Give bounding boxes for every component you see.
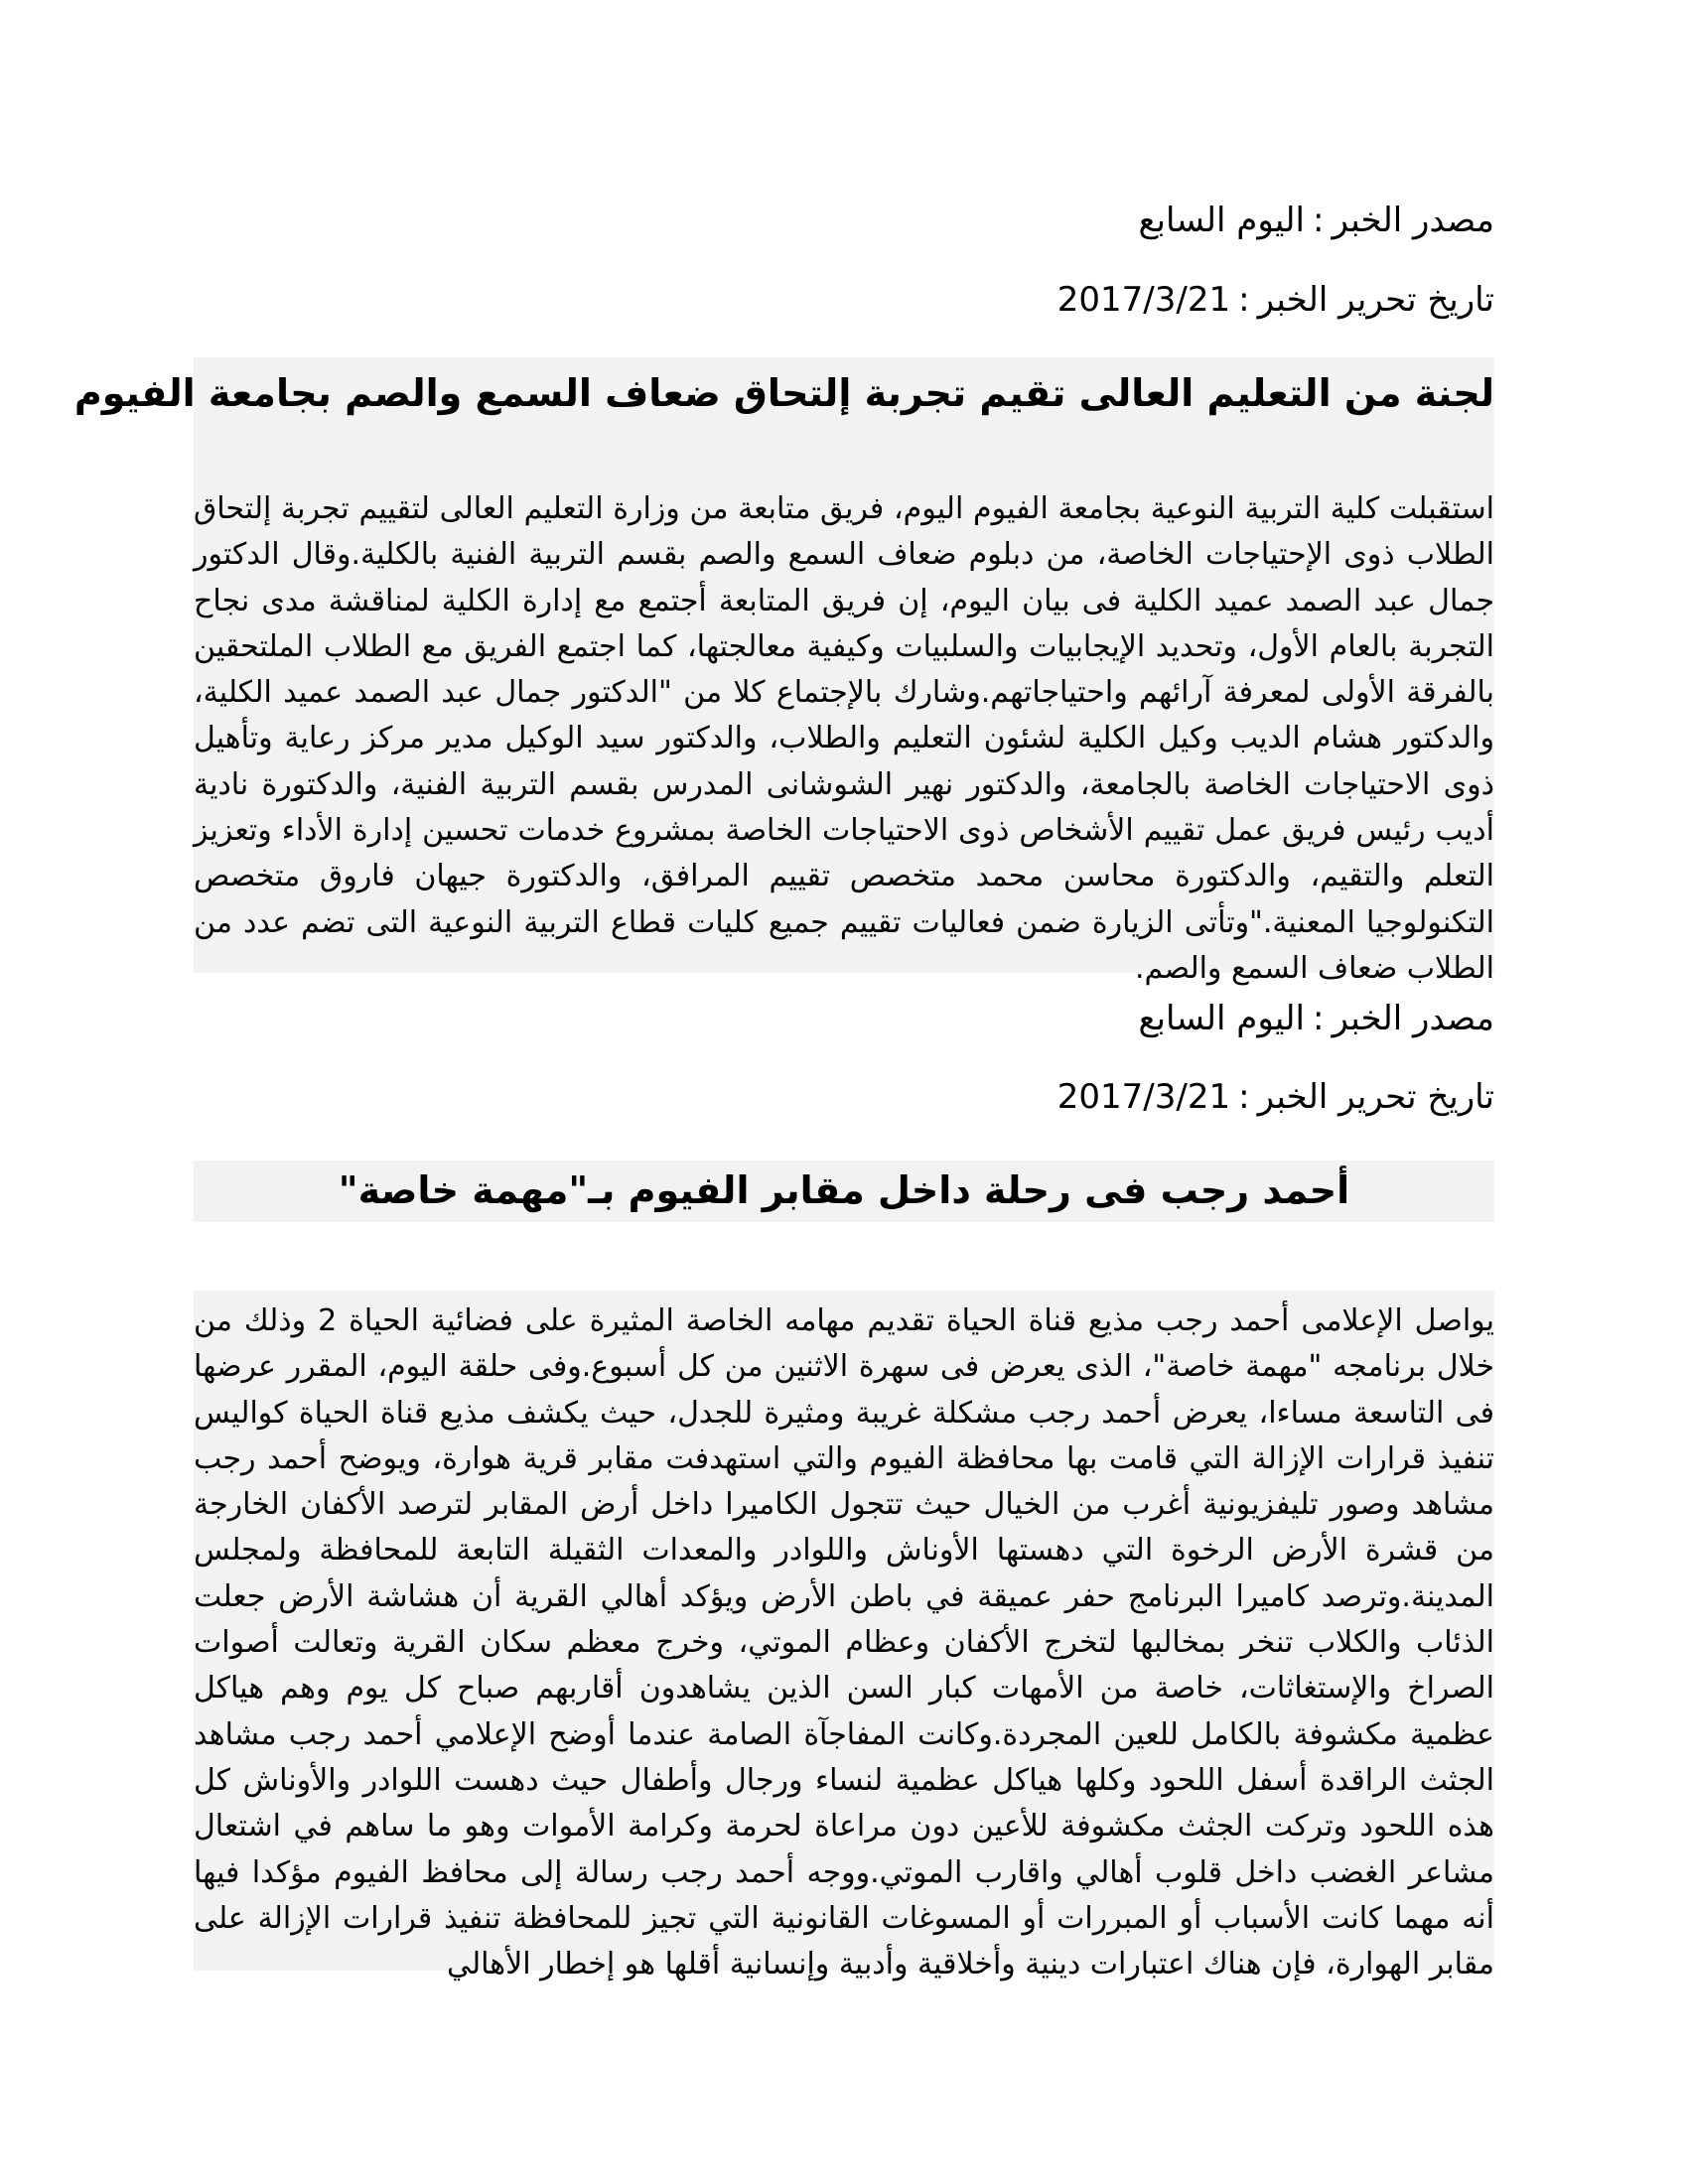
news-source-line: مصدر الخبر:اليوم السابع xyxy=(1138,999,1494,1038)
news-source-label: مصدر الخبر xyxy=(1332,999,1494,1038)
news-date-label: تاريخ تحرير الخبر xyxy=(1257,1077,1494,1117)
news-date-line: تاريخ تحرير الخبر:2017/3/21 xyxy=(1056,1077,1494,1117)
news-date-value: 2017/3/21 xyxy=(1056,280,1231,320)
document-page xyxy=(73,0,1495,2184)
news-source-value: اليوم السابع xyxy=(1138,201,1305,240)
news-date-label: تاريخ تحرير الخبر xyxy=(1257,280,1494,320)
article-headline: لجنة من التعليم العالى تقيم تجربة إلتحاق ضعاف السمع والصم بجامعة الفيوم xyxy=(73,371,1494,415)
article-body: استقبلت كلية التربية النوعية بجامعة الفيوم اليوم، فريق متابعة من وزارة التعليم العالى لتقييم تجربة إلتحاق الطلاب ذوى الإحتياجات الخاصة، من دبلوم ضعاف السمع والصم بقسم التربية الفنية بالكلية.وقال الدكتور جمال عبد الصمد عميد الكلية فى بيان اليوم، إن فريق المتابعة أجتمع مع إدارة الكلية لمناقشة مدى نجاح التجربة بالعام الأول، وتحديد الإيجابيات والسلبيات وكيفية معالجتها، كما اجتمع الفريق مع الطلاب الملتحقين بالفرقة الأولى لمعرفة آرائهم واحتياجاتهم.وشارك بالإجتماع كلا من "الدكتور جمال عبد الصمد عميد الكلية، والدكتور هشام الديب وكيل الكلية لشئون التعليم والطلاب، والدكتور سيد الوكيل مدير مركز رعاية وتأهيل ذوى الاحتياجات الخاصة بالجامعة، والدكتور نهير الشوشانى المدرس بقسم التربية الفنية، والدكتورة نادية أديب رئيس فريق عمل تقييم الأشخاص ذوى الاحتياجات الخاصة بمشروع خدمات تحسين إدارة الأداء وتعزيز التعلم والتقيم، والدكتورة محاسن محمد متخصص تقييم المرافق، والدكتورة جيهان فاروق متخصص التكنولوجيا المعنية."وتأتى الزيارة ضمن فعاليات تقييم جميع كليات قطاع التربية النوعية التى تضم عدد من الطلاب ضعاف السمع والصم. xyxy=(194,491,1494,986)
news-source-label: مصدر الخبر xyxy=(1332,201,1494,240)
news-source-line: مصدر الخبر:اليوم السابع xyxy=(1138,201,1494,240)
article-body-box xyxy=(194,1291,1495,1982)
news-date-line: تاريخ تحرير الخبر:2017/3/21 xyxy=(1056,280,1494,320)
article-body: يواصل الإعلامى أحمد رجب مذيع قناة الحياة تقديم مهامه الخاصة المثيرة على فضائية الحياة 2 وذلك من خلال برنامجه "مهمة خاصة"، الذى يعرض فى سهرة الاثنين من كل أسبوع.وفى حلقة اليوم، المقرر عرضها فى التاسعة مساءا، يعرض أحمد رجب مشكلة غريبة ومثيرة للجدل، حيث يكشف مذيع قناة الحياة كواليس تنفيذ قرارات الإزالة التي قامت بها محافظة الفيوم والتي استهدفت مقابر قرية هوارة، ويوضح أحمد رجب مشاهد وصور تليفزيونية أغرب من الخيال حيث تتجول الكاميرا داخل أرض المقابر لترصد الأكفان الخارجة من قشرة الأرض الرخوة التي دهستها الأوناش واللوادر والمعدات الثقيلة التابعة للمحافظة ولمجلس المدينة.وترصد كاميرا البرنامج حفر عميقة في باطن الأرض ويؤكد أهالي القرية أن هشاشة الأرض جعلت الذئاب والكلاب تنخر بمخالبها لتخرج الأكفان وعظام الموتي، وخرج معظم سكان القرية وتعالت أصوات الصراخ والإستغاثات، خاصة من الأمهات كبار السن الذين يشاهدون أقاربهم صباح كل يوم وهم هياكل عظمية مكشوفة بالكامل للعين المجردة.وكانت المفاجآة الصامة عندما أوضح الإعلامي أحمد رجب مشاهد الجثث الراقدة أسفل اللحود وكلها هياكل عظمية لنساء ورجال وأطفال حيث دهست اللوادر والأوناش كل هذه اللحود وتركت الجثث مكشوفة للأعين دون مراعاة لحرمة وكرامة الأموات وهو ما ساهم في اشتعال مشاعر الغضب داخل قلوب أهالي واقارب الموتي.ووجه أحمد رجب رسالة إلى محافظ الفيوم مؤكدا فيها أنه مهما كانت الأسباب أو المبررات أو المسوغات القانونية التي تجيز للمحافظة تنفيذ قرارات الإزالة على مقابر الهوارة، فإن هناك اعتبارات دينية وأخلاقية وأدبية وإنسانية أقلها هو إخطار الأهالي xyxy=(194,1303,1495,1982)
news-source-value: اليوم السابع xyxy=(1138,999,1305,1038)
headline-box xyxy=(73,357,1494,455)
article-body-box xyxy=(194,455,1494,986)
article-headline: أحمد رجب فى رحلة داخل مقابر الفيوم بـ"مهمة خاصة" xyxy=(338,1168,1350,1212)
headline-box xyxy=(194,1160,1494,1222)
news-date-value: 2017/3/21 xyxy=(1056,1077,1231,1117)
